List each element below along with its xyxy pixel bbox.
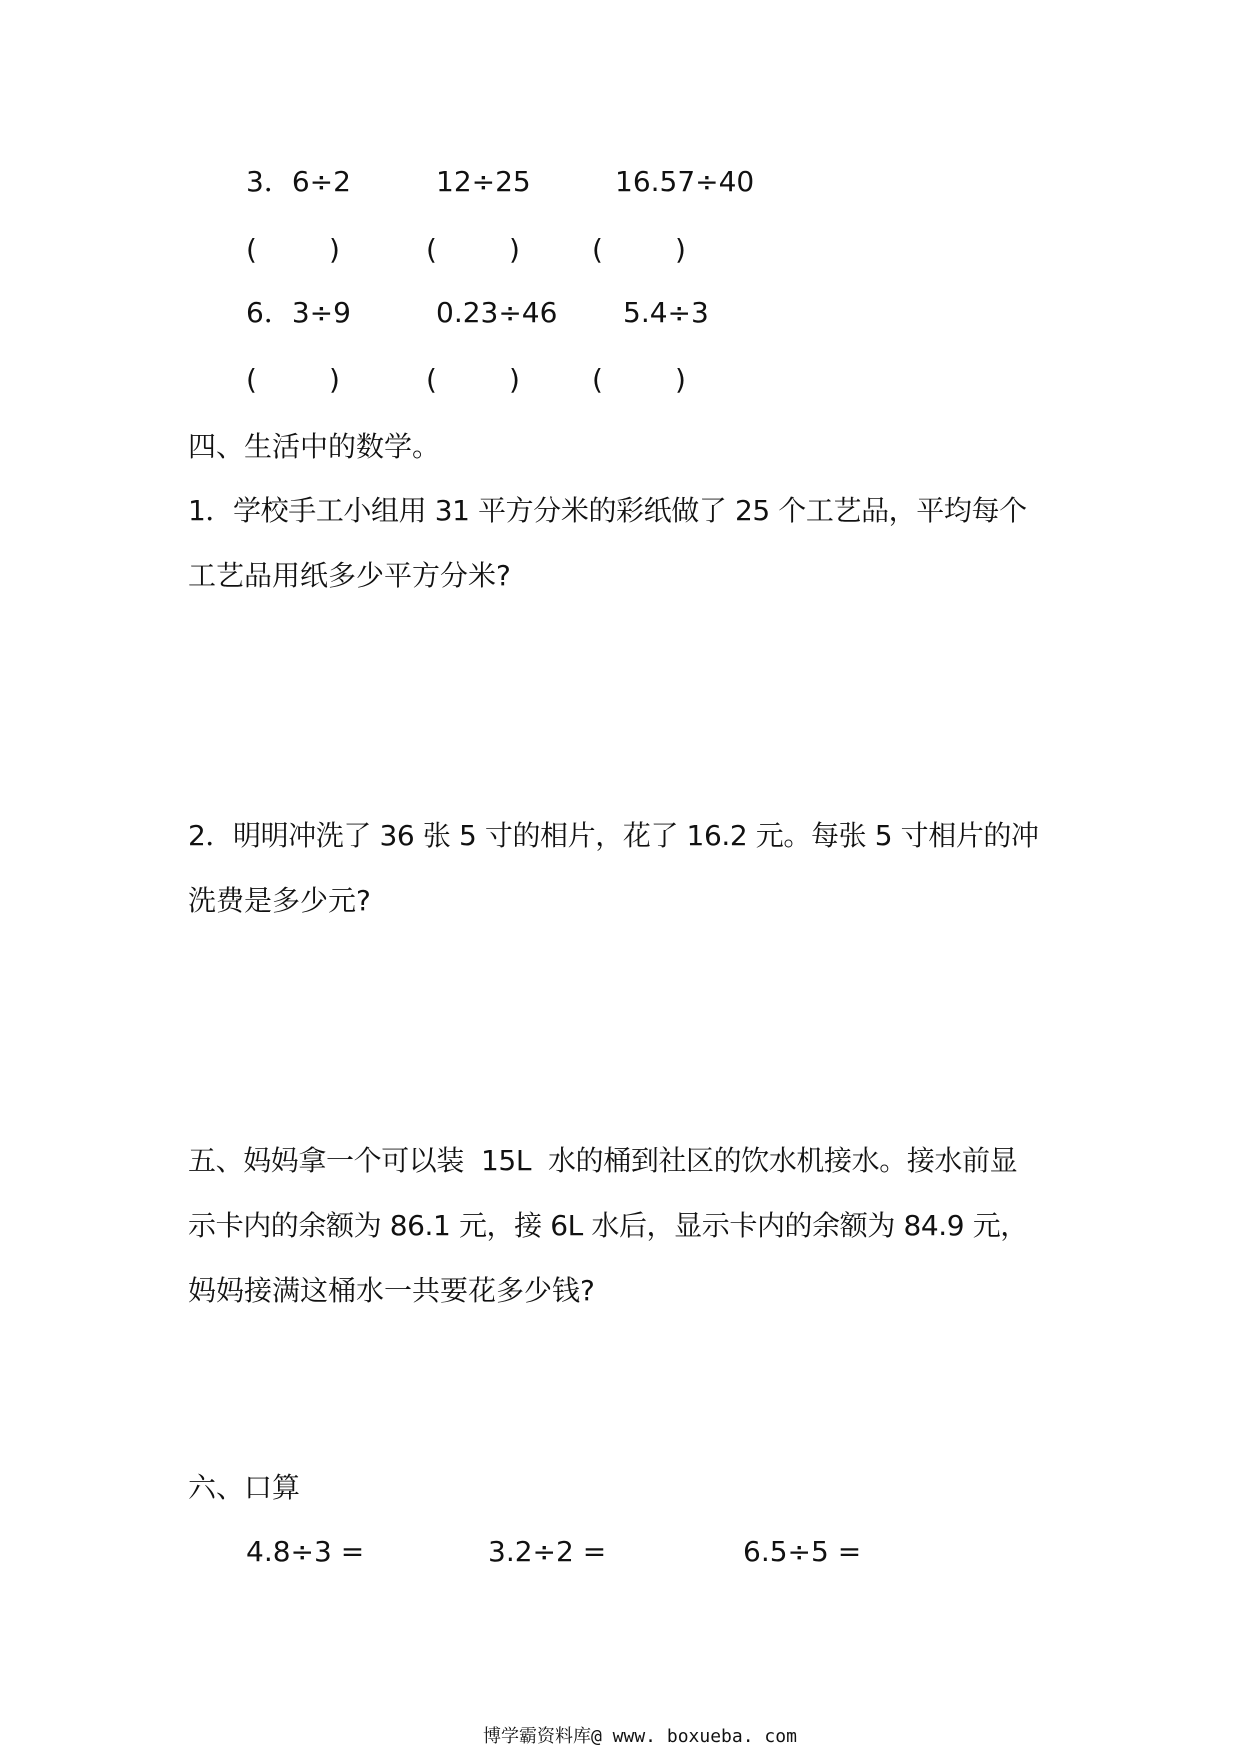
expr-12-div-25: 12÷25 [436,165,531,198]
answer-blank: ( ) [246,233,340,266]
expr-3-6-div-2: 3．6÷2 [246,165,351,198]
answer-blank: ( ) [426,233,520,266]
answer-blank: ( ) [592,363,686,396]
answer-blank: ( ) [592,233,686,266]
answer-blank: ( ) [426,363,520,396]
expr-16-57-div-40: 16.57÷40 [615,165,755,198]
mental-math-item-2: 3.2÷2 = [488,1535,607,1568]
section-5-line-3: 妈妈接满这桶水一共要花多少钱? [188,1274,595,1307]
expr-0-23-div-46: 0.23÷46 [436,296,558,329]
mental-math-item-1: 4.8÷3 = [246,1535,365,1568]
section-5-line-1: 五、妈妈拿一个可以装 15L 水的桶到社区的饮水机接水。接水前显 [188,1144,1018,1177]
mental-math-item-3: 6.5÷5 = [743,1535,862,1568]
question-2-line-2: 洗费是多少元? [188,884,371,917]
footer-watermark: 博学霸资料库@ www. boxueba. com [483,1726,797,1747]
section-title-life-math: 四、生活中的数学。 [188,430,441,463]
section-5-line-2: 示卡内的余额为 86.1 元，接 6L 水后，显示卡内的余额为 84.9 元， [188,1209,1028,1242]
section-title-mental-math: 六、口算 [188,1471,301,1504]
expr-5-4-div-3: 5.4÷3 [623,296,709,329]
question-1-line-1: 1．学校手工小组用 31 平方分米的彩纸做了 25 个工艺品，平均每个 [188,494,1027,527]
question-1-line-2: 工艺品用纸多少平方分米? [188,559,511,592]
answer-blank: ( ) [246,363,340,396]
question-2-line-1: 2．明明冲洗了 36 张 5 寸的相片，花了 16.2 元。每张 5 寸相片的冲 [188,819,1039,852]
expr-6-3-div-9: 6．3÷9 [246,296,351,329]
